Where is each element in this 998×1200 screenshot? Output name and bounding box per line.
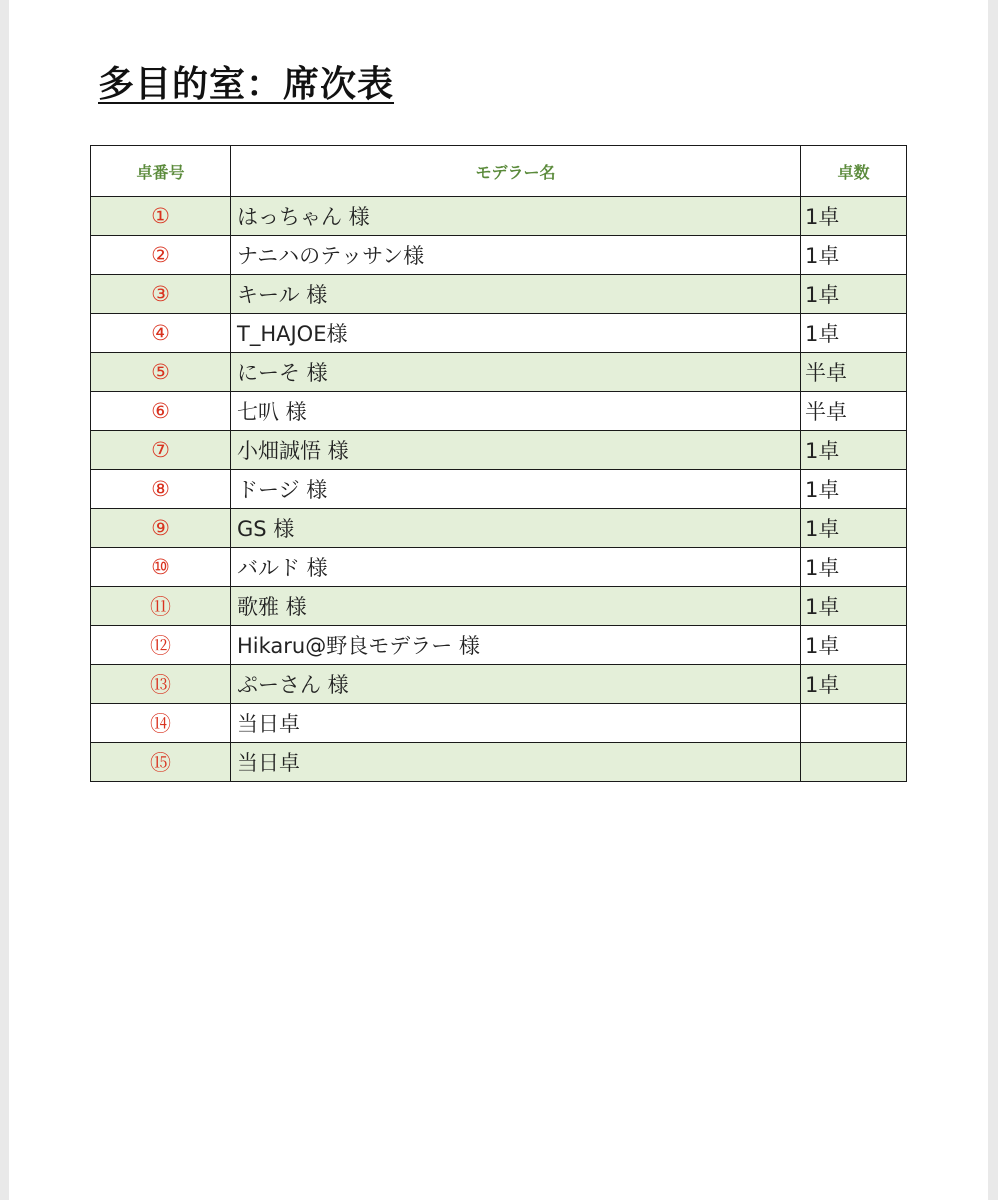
header-moderator-name: モデラー名	[231, 146, 801, 197]
table-count: 1卓	[801, 314, 907, 353]
table-count	[801, 743, 907, 782]
moderator-name: バルド 様	[231, 548, 801, 587]
table-count: 1卓	[801, 626, 907, 665]
table-count: 1卓	[801, 236, 907, 275]
moderator-name: キール 様	[231, 275, 801, 314]
table-row	[91, 431, 907, 470]
table-number: ⑪	[91, 587, 231, 626]
moderator-name: 小畑誠悟 様	[231, 431, 801, 470]
table-row	[91, 665, 907, 704]
seating-table	[90, 145, 907, 782]
table-number: ⑥	[91, 392, 231, 431]
table-row	[91, 548, 907, 587]
table-row	[91, 743, 907, 782]
moderator-name: はっちゃん 様	[231, 197, 801, 236]
table-row	[91, 470, 907, 509]
table-number: ④	[91, 314, 231, 353]
table-number: ⑫	[91, 626, 231, 665]
moderator-name: 当日卓	[231, 743, 801, 782]
table-number: ⑮	[91, 743, 231, 782]
table-number: ⑤	[91, 353, 231, 392]
moderator-name: ナニハのテッサン様	[231, 236, 801, 275]
table-count: 1卓	[801, 587, 907, 626]
table-count: 1卓	[801, 665, 907, 704]
header-row	[91, 146, 907, 197]
table-number: ②	[91, 236, 231, 275]
table-number: ③	[91, 275, 231, 314]
table-count: 1卓	[801, 197, 907, 236]
table-number: ⑨	[91, 509, 231, 548]
table-number: ⑧	[91, 470, 231, 509]
moderator-name: Hikaru@野良モデラー 様	[231, 626, 801, 665]
table-count: 1卓	[801, 275, 907, 314]
moderator-name: GS 様	[231, 509, 801, 548]
table-row	[91, 392, 907, 431]
table-count: 1卓	[801, 548, 907, 587]
table-count: 半卓	[801, 353, 907, 392]
table-row	[91, 587, 907, 626]
moderator-name: T_HAJOE様	[231, 314, 801, 353]
table-row	[91, 314, 907, 353]
document-page	[9, 0, 988, 1200]
table-count: 1卓	[801, 470, 907, 509]
table-row	[91, 509, 907, 548]
table-number: ⑦	[91, 431, 231, 470]
page-title: 多目的室：席次表	[98, 64, 395, 105]
header-table-count: 卓数	[801, 146, 907, 197]
moderator-name: 七叭 様	[231, 392, 801, 431]
table-row	[91, 704, 907, 743]
table-number: ①	[91, 197, 231, 236]
moderator-name: にーそ 様	[231, 353, 801, 392]
table-count: 1卓	[801, 509, 907, 548]
moderator-name: ドージ 様	[231, 470, 801, 509]
moderator-name: 当日卓	[231, 704, 801, 743]
table-row	[91, 353, 907, 392]
header-table-number: 卓番号	[91, 146, 231, 197]
table-count	[801, 704, 907, 743]
table-number: ⑩	[91, 548, 231, 587]
table-row	[91, 236, 907, 275]
table-count: 半卓	[801, 392, 907, 431]
table-number: ⑬	[91, 665, 231, 704]
moderator-name: 歌雅 様	[231, 587, 801, 626]
table-number: ⑭	[91, 704, 231, 743]
table-row	[91, 197, 907, 236]
moderator-name: ぷーさん 様	[231, 665, 801, 704]
table-count: 1卓	[801, 431, 907, 470]
table-row	[91, 275, 907, 314]
table-row	[91, 626, 907, 665]
